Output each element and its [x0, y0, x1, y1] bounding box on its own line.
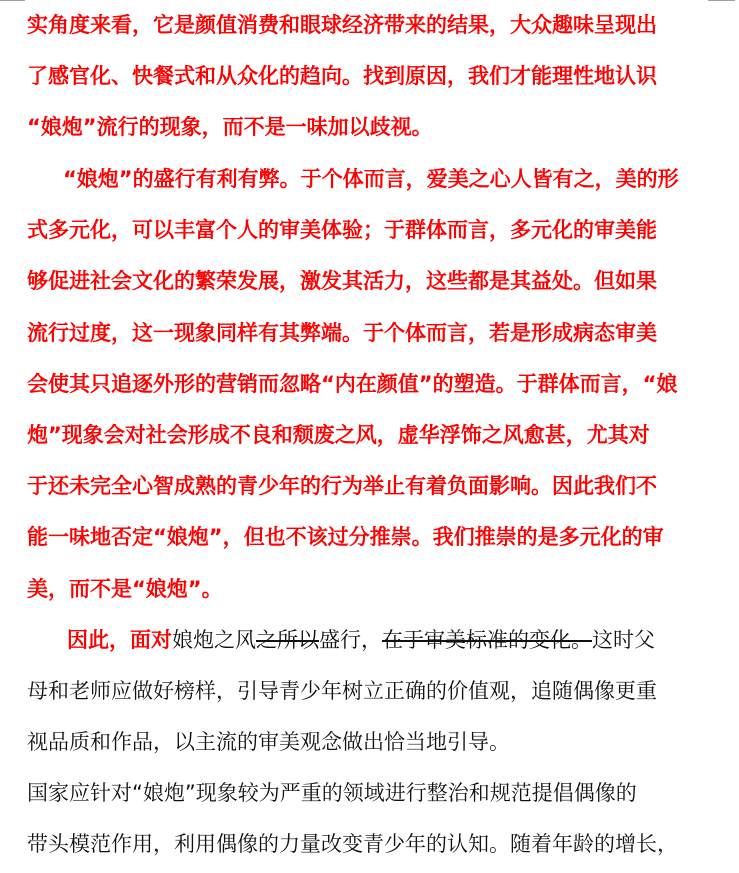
line-text: 带头模范作用，利用偶像的力量改变青少年的认知。随着年龄的增长，: [27, 832, 678, 856]
line-text: 国家应针对“娘炮”现象较为严重的领域进行整治和规范提倡偶像的: [27, 781, 637, 805]
paragraph-line: [27, 10, 707, 40]
deleted-text-strikethrough: 之所以: [256, 628, 319, 652]
line-text: 视品质和作品，以主流的审美观念做出恰当地引导。: [27, 730, 510, 754]
line-text: 于还未完全心智成熟的青少年的行为举止有着负面影响。因此我们不: [27, 474, 657, 498]
inserted-text-red: 因此，面对: [67, 628, 172, 652]
paragraph-line: [27, 266, 657, 296]
paragraph-line: [27, 676, 657, 706]
body-text: 盛行，: [319, 628, 382, 652]
line-text: “娘炮”流行的现象，而不是一味加以歧视。: [27, 115, 433, 139]
paragraph-line-indented: [63, 164, 679, 194]
line-text: 会使其只追逐外形的营销而忽略“内在颜值”的塑造。于群体而言，“娘: [27, 372, 678, 396]
line-text: 炮”现象会对社会形成不良和颓废之风，虚华浮饰之风愈甚，尤其对: [27, 423, 650, 447]
line-text: 够促进社会文化的繁荣发展，激发其活力，这些都是其益处。但如果: [27, 269, 657, 293]
line-text: 式多元化，可以丰富个人的审美体验；于群体而言，多元化的审美能: [27, 218, 657, 242]
deleted-text-strikethrough: 在于审美标准的变化。: [382, 628, 592, 652]
paragraph-line: [27, 829, 678, 859]
paragraph-line: [27, 318, 657, 348]
paragraph-line: [27, 215, 657, 245]
line-text: 能一味地否定“娘炮”，但也不该过分推崇。我们推崇的是多元化的审: [27, 525, 664, 549]
line-text: 母和老师应做好榜样，引导青少年树立正确的价值观，追随偶像更重: [27, 679, 657, 703]
line-text: 实角度来看，它是颜值消费和眼球经济带来的结果，大众趣味呈现出: [27, 13, 657, 37]
paragraph-line: [27, 471, 657, 501]
paragraph-line: [27, 727, 510, 757]
paragraph-line: [27, 420, 650, 450]
paragraph-line: [27, 61, 657, 91]
line-text: 了感官化、快餐式和从众化的趋向。找到原因，我们才能理性地认识: [27, 64, 657, 88]
paragraph-line: [27, 522, 664, 552]
paragraph-line: [27, 574, 223, 604]
body-text: 这时父: [592, 628, 655, 652]
paragraph-line: [27, 112, 433, 142]
line-text: 流行过度，这一现象同样有其弊端。于个体而言，若是形成病态审美: [27, 321, 657, 345]
paragraph-line: [27, 778, 637, 808]
line-text: 美，而不是“娘炮”。: [27, 577, 223, 601]
body-text: 娘炮之风: [172, 628, 256, 652]
page-corner-mark-left: [0, 0, 25, 1]
tracked-change-line: [67, 625, 655, 655]
paragraph-line: [27, 369, 677, 399]
page-corner-mark-right: [708, 0, 735, 1]
line-text: “娘炮”的盛行有利有弊。于个体而言，爱美之心人皆有之，美的形: [63, 167, 679, 191]
